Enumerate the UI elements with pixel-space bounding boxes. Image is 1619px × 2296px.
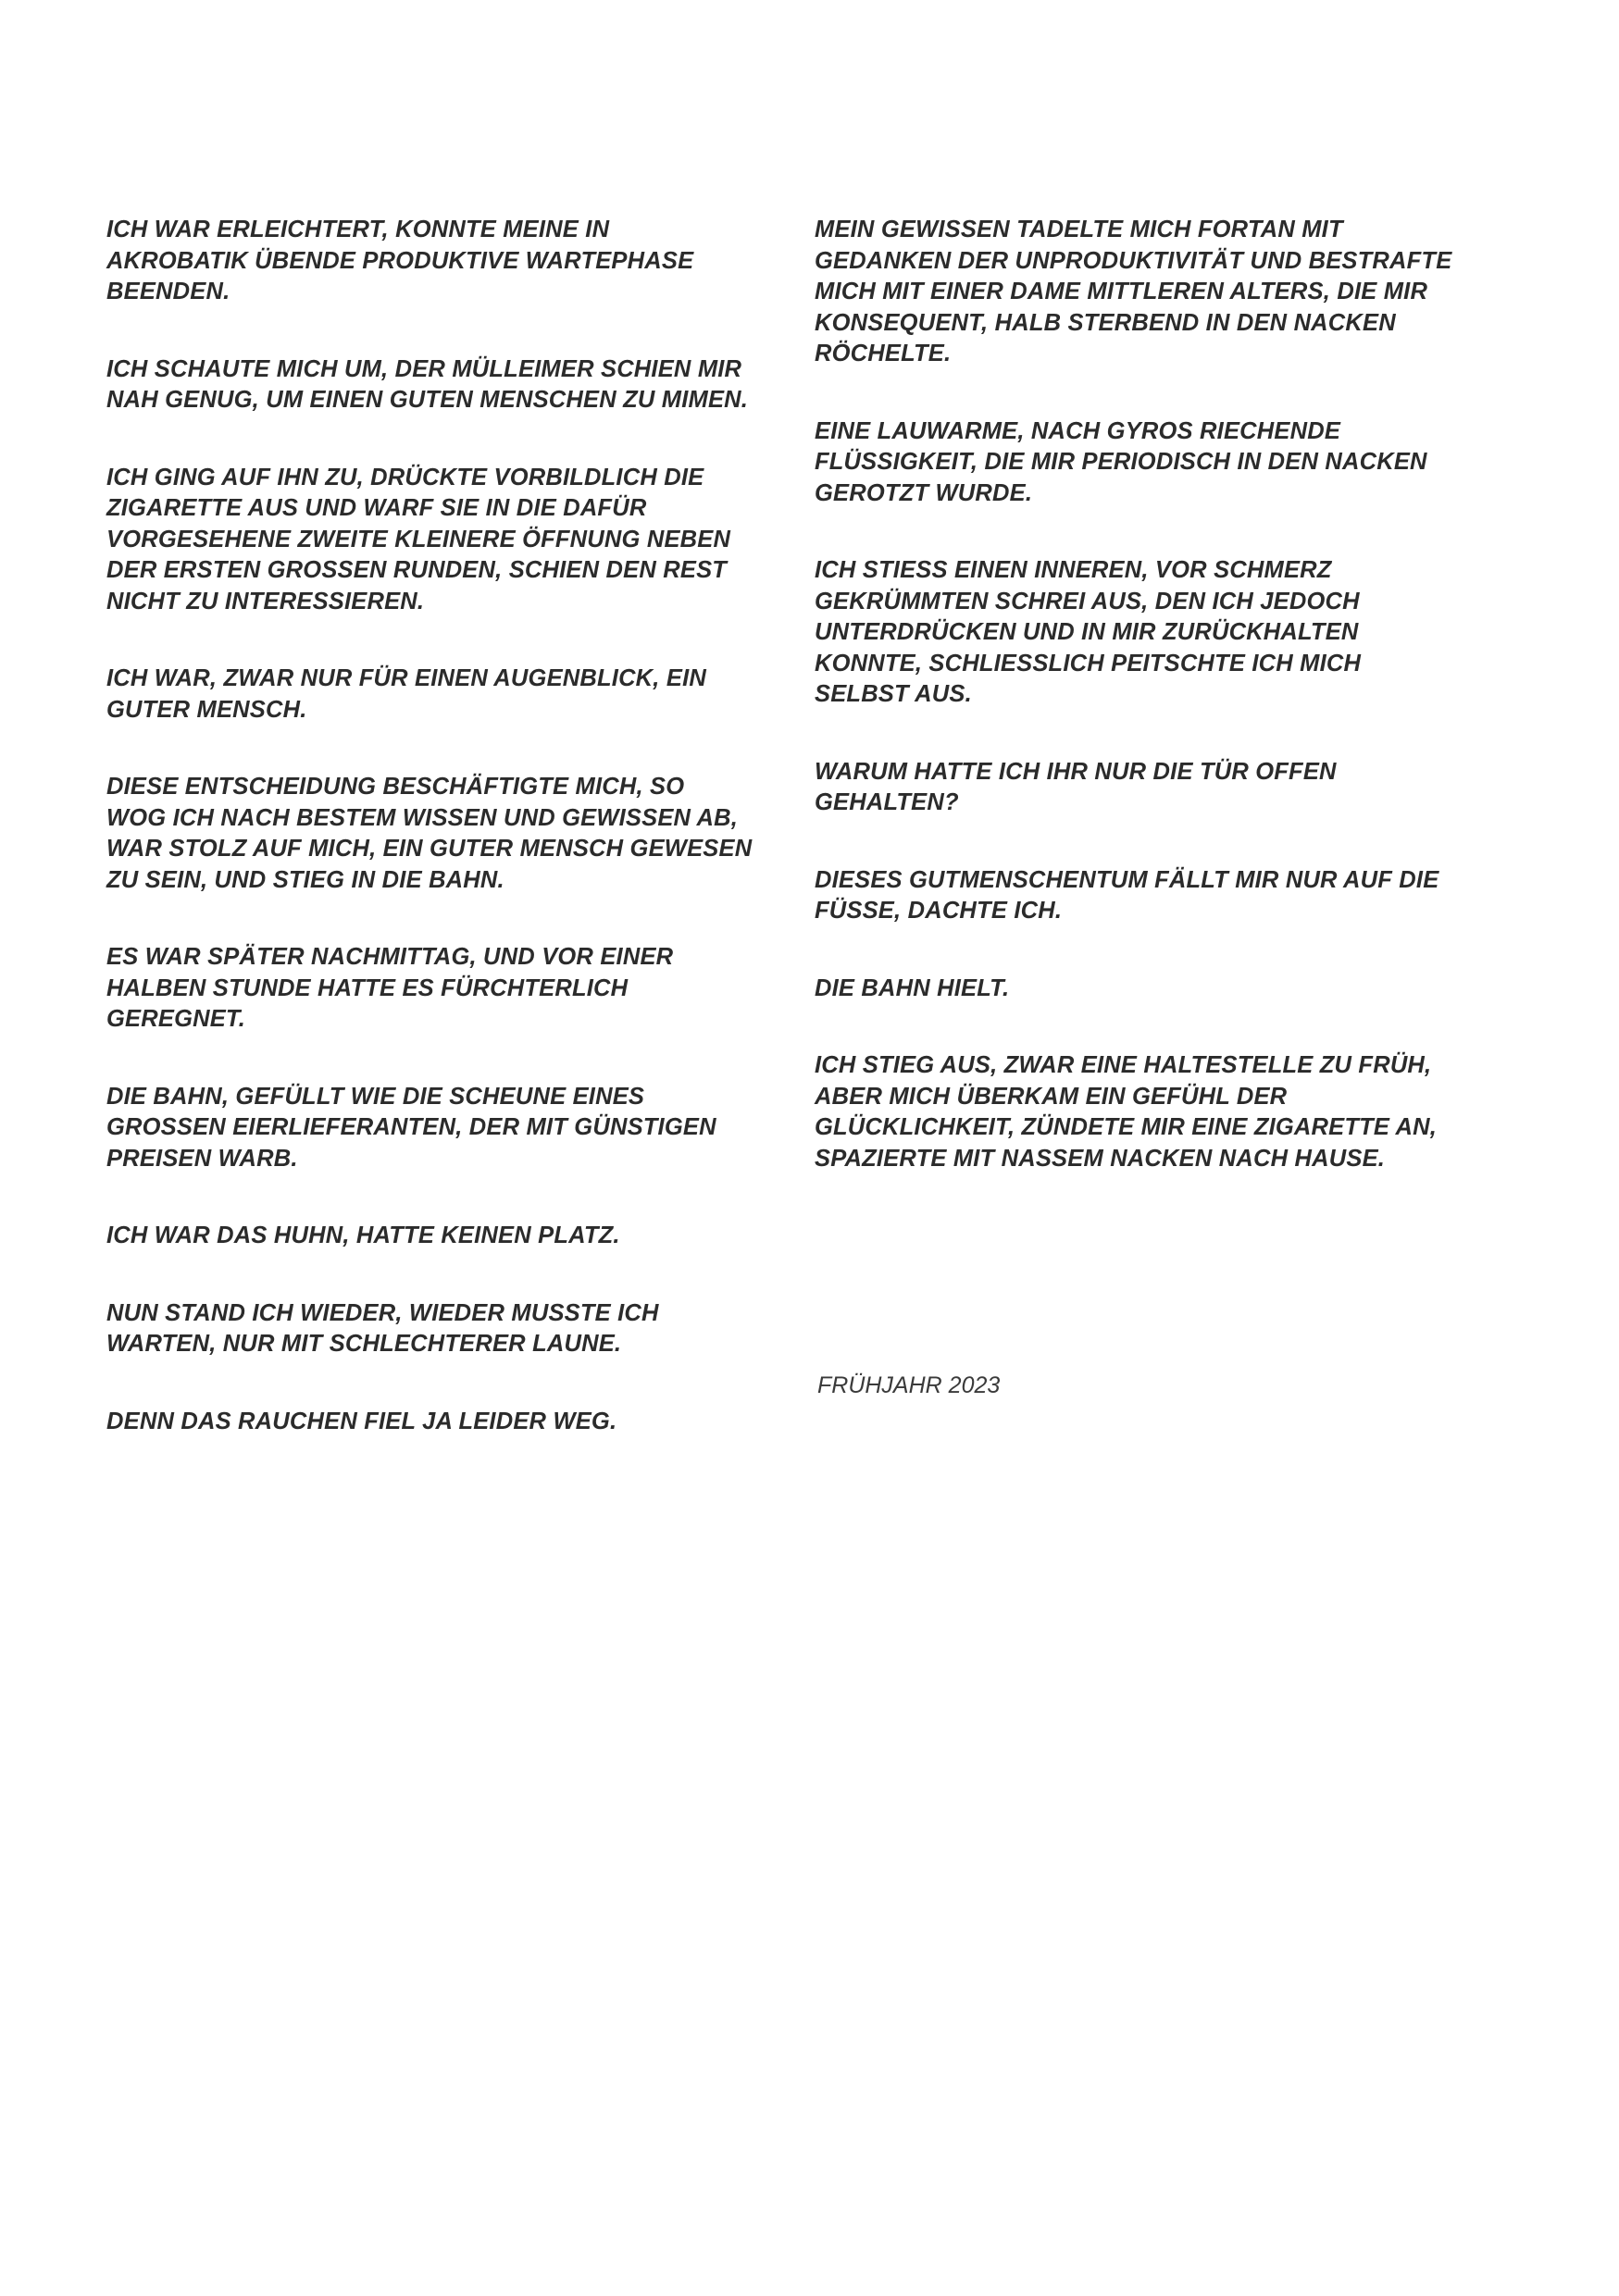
paragraph: ICH SCHAUTE MICH UM, DER MÜLLEIMER SCHIEN MIR NAH GENUG, UM EINEN GUTEN MENSCHEN ZU MIMEN.	[106, 355, 749, 413]
paragraph: MEIN GEWISSEN TADELTE MICH FORTAN MIT GEDANKEN DER UNPRODUKTIVITÄT UND BESTRAFTE MICH MIT EINER DAME MITTLEREN ALTERS, DIE MIR KONSEQUENT, HALB STERBEND IN DEN NACKEN RÖCHELTE.	[815, 217, 1452, 366]
paragraph: DIE BAHN, GEFÜLLT WIE DIE SCHEUNE EINES GROSSEN EIERLIEFERANTEN, DER MIT GÜNSTIGEN PREISEN WARB.	[106, 1083, 716, 1172]
paragraph: ICH WAR DAS HUHN, HATTE KEINEN PLATZ.	[106, 1222, 620, 1248]
paragraph: DIE BAHN HIELT.	[815, 974, 1010, 1001]
paragraph: DIESE ENTSCHEIDUNG BESCHÄFTIGTE MICH, SO WOG ICH NACH BESTEM WISSEN UND GEWISSEN AB, WAR STOLZ AUF MICH, EIN GUTER MENSCH GEWESEN ZU SEIN, UND STIEG IN DIE BAHN.	[106, 774, 753, 893]
paragraph: DENN DAS RAUCHEN FIEL JA LEIDER WEG.	[106, 1408, 617, 1434]
paragraph: NUN STAND ICH WIEDER, WIEDER MUSSTE ICH WARTEN, NUR MIT SCHLECHTERER LAUNE.	[106, 1299, 659, 1357]
paragraph: WARUM HATTE ICH IHR NUR DIE TÜR OFFEN GEHALTEN?	[815, 758, 1337, 815]
paragraph: DIESES GUTMENSCHENTUM FÄLLT MIR NUR AUF DIE FÜSSE, DACHTE ICH.	[815, 866, 1439, 924]
paragraph: ES WAR SPÄTER NACHMITTAG, UND VOR EINER HALBEN STUNDE HATTE ES FÜRCHTERLICH GEREGNET.	[106, 944, 674, 1032]
left-text-column	[106, 215, 773, 1483]
date-line: FRÜHJAHR 2023	[817, 1372, 1001, 1398]
paragraph: ICH GING AUF IHN ZU, DRÜCKTE VORBILDLICH DIE ZIGARETTE AUS UND WARF SIE IN DIE DAFÜR VORGESEHENE ZWEITE KLEINERE ÖFFNUNG NEBEN DER ERSTEN GROSSEN RUNDEN, SCHIEN DEN REST NICHT ZU INTERESSIEREN.	[106, 464, 731, 614]
paragraph: ICH WAR, ZWAR NUR FÜR EINEN AUGENBLICK, EIN GUTER MENSCH.	[106, 665, 706, 723]
paragraph: EINE LAUWARME, NACH GYROS RIECHENDE FLÜSSIGKEIT, DIE MIR PERIODISCH IN DEN NACKEN GEROTZT WURDE.	[815, 417, 1427, 506]
right-text-column	[815, 215, 1500, 1221]
paragraph: ICH STIESS EINEN INNEREN, VOR SCHMERZ GEKRÜMMTEN SCHREI AUS, DEN ICH JEDOCH UNTERDRÜCKEN UND IN MIR ZURÜCKHALTEN KONNTE, SCHLIESSLICH PEITSCHTE ICH MICH SELBST AUS.	[815, 557, 1362, 707]
paragraph: ICH STIEG AUS, ZWAR EINE HALTESTELLE ZU FRÜH, ABER MICH ÜBERKAM EIN GEFÜHL DER GLÜCKLICHKEIT, ZÜNDETE MIR EINE ZIGARETTE AN, SPAZIERTE MIT NASSEM NACKEN NACH HAUSE.	[815, 1052, 1437, 1172]
paragraph: ICH WAR ERLEICHTERT, KONNTE MEINE IN AKROBATIK ÜBENDE PRODUKTIVE WARTEPHASE BEENDEN.	[106, 217, 694, 304]
